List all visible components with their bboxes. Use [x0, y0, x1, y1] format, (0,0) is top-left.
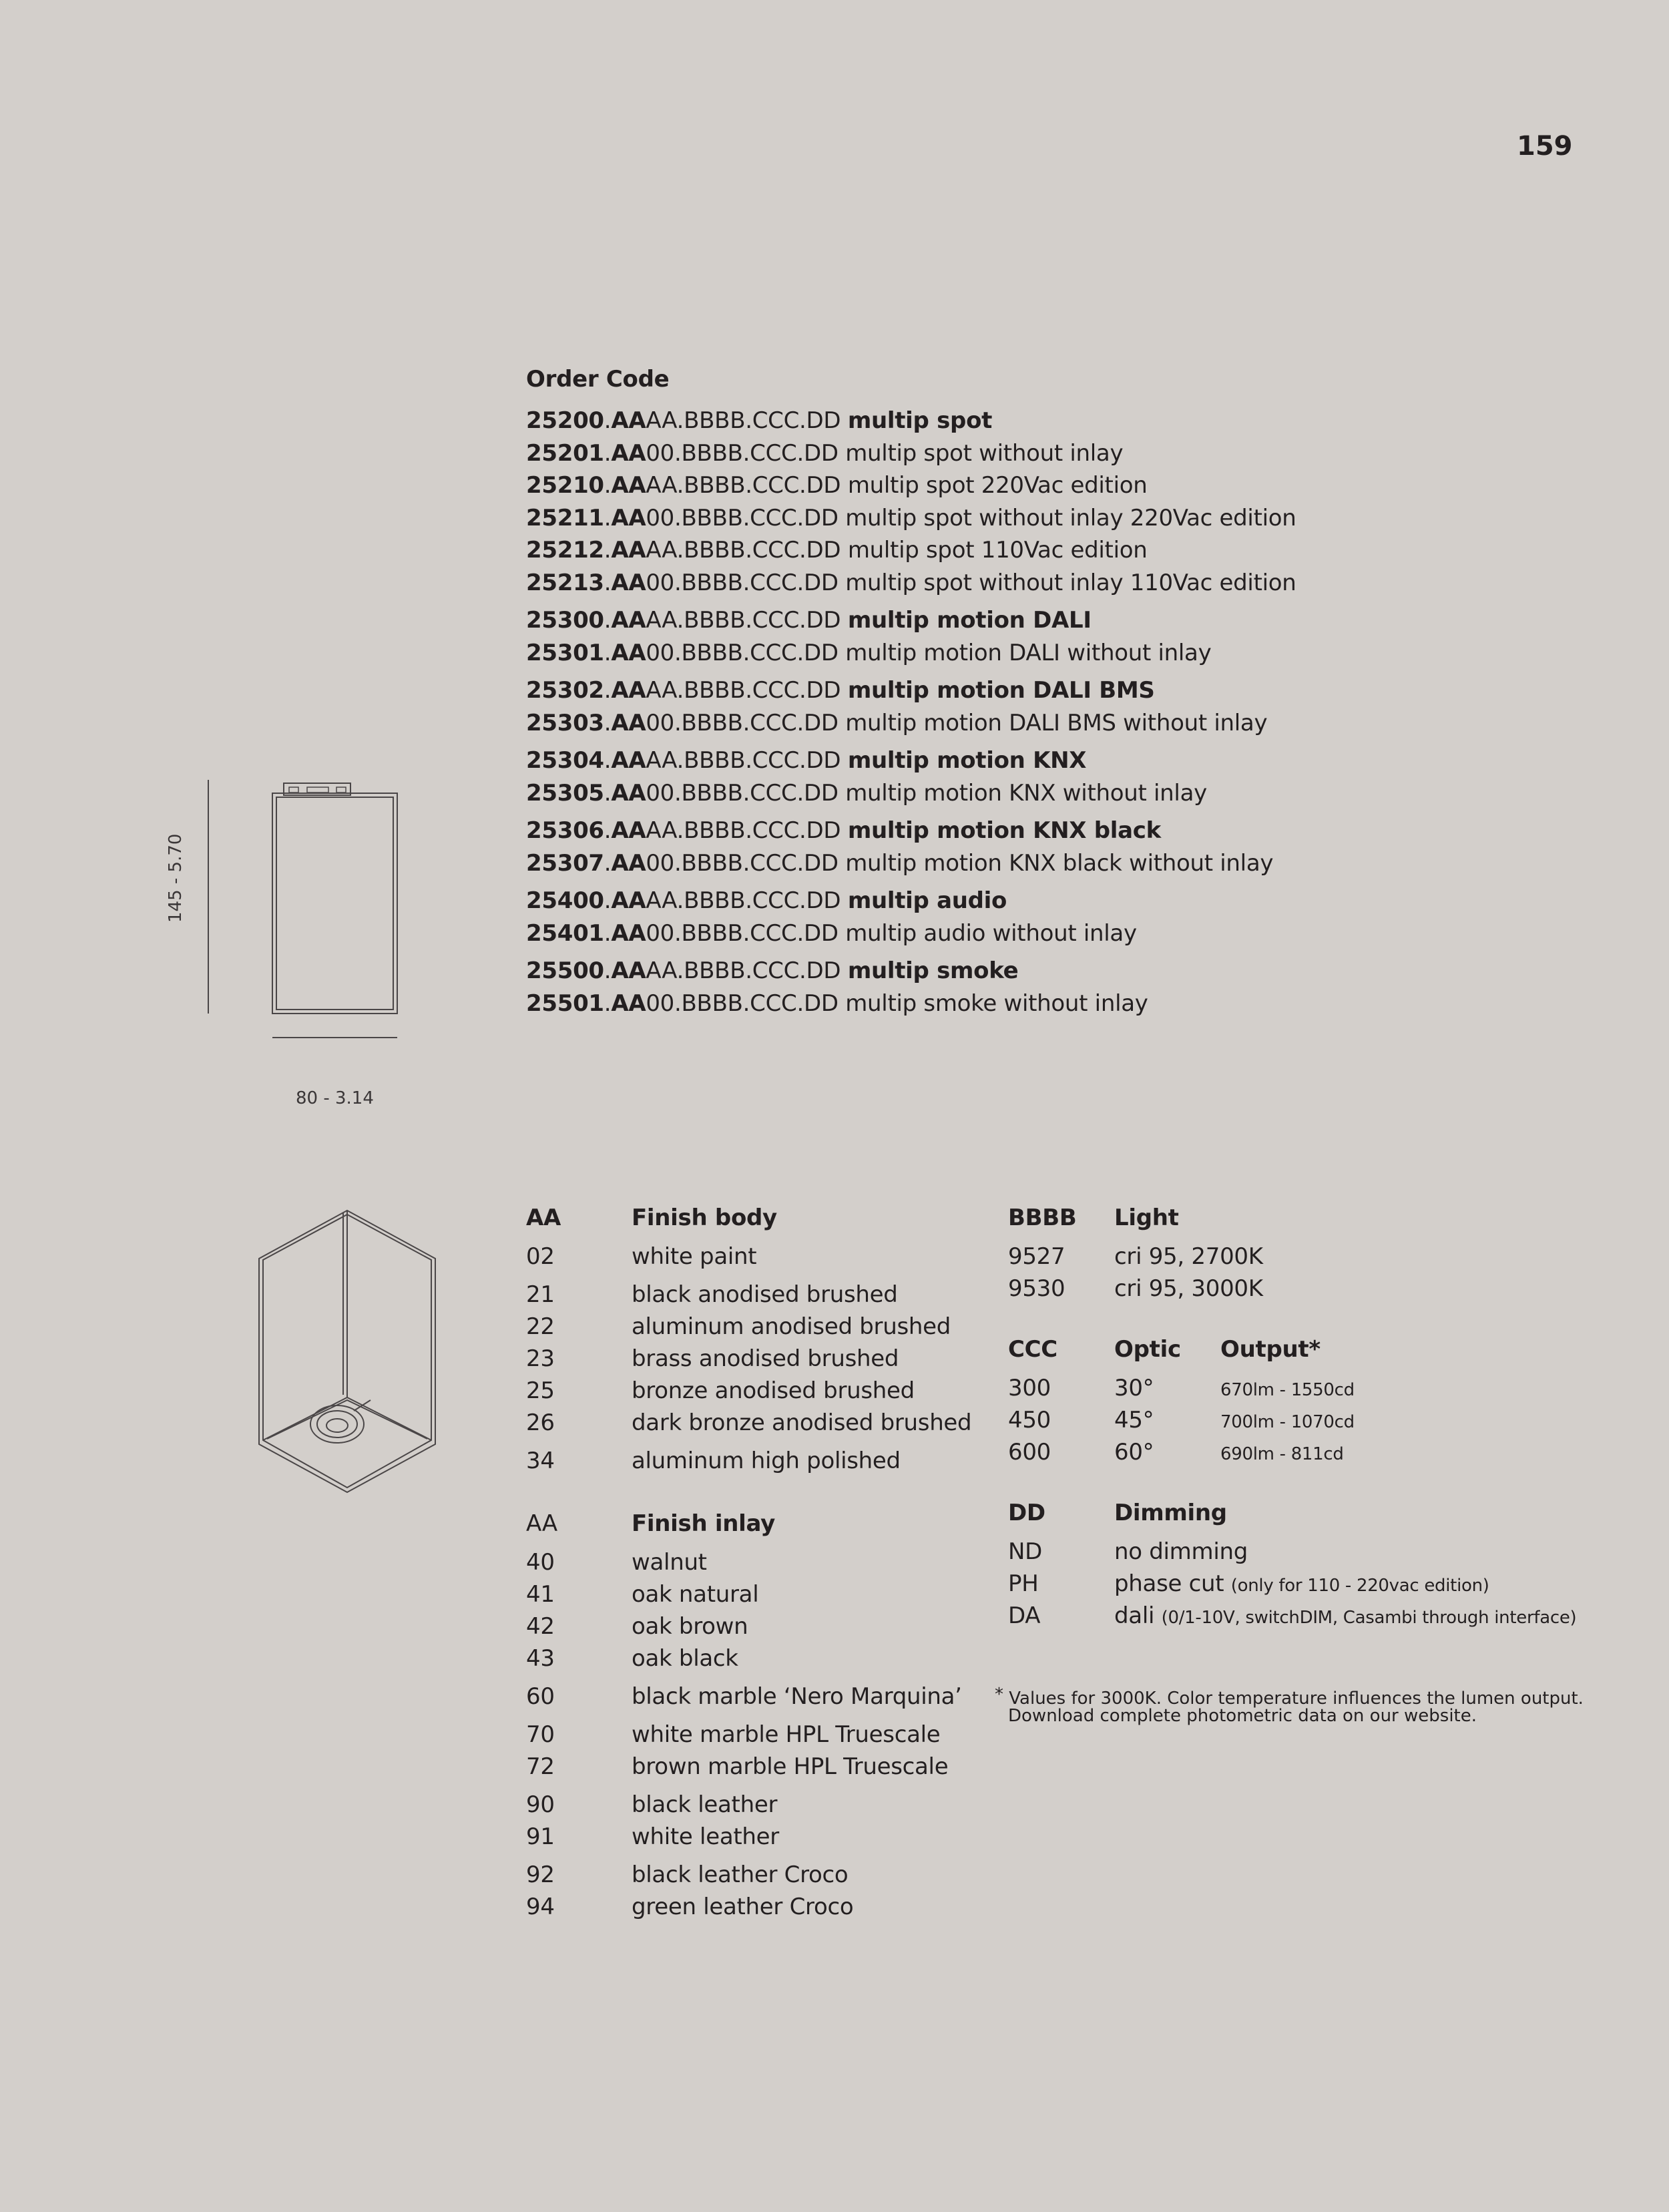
finish-inlay-code: 70	[526, 1721, 555, 1748]
order-code-separator: .	[604, 439, 612, 467]
finish-inlay-row	[526, 1751, 962, 1783]
dimming-title: Dimming	[1114, 1500, 1227, 1526]
order-code-separator: .	[604, 747, 612, 774]
order-code-number: 25300	[526, 607, 604, 634]
finish-body-code: 26	[526, 1409, 555, 1436]
order-code-separator: .	[604, 639, 612, 666]
finish-inlay-label: black leather Croco	[632, 1861, 849, 1888]
dimming-label: dali	[1114, 1602, 1162, 1629]
finish-inlay-row	[526, 1642, 962, 1675]
dimming-code: PH	[1008, 1570, 1039, 1597]
order-code-finish: AA	[611, 504, 646, 531]
order-code-separator: .	[604, 779, 612, 807]
finish-body-label: dark bronze anodised brushed	[632, 1409, 972, 1436]
finish-body-code: 23	[526, 1345, 555, 1372]
finish-body-code-header: AA	[526, 1204, 561, 1231]
finish-inlay-row	[526, 1578, 962, 1610]
order-code-separator: .	[604, 817, 612, 844]
light-code-header: BBBB	[1008, 1204, 1077, 1231]
finish-body-label: bronze anodised brushed	[632, 1377, 915, 1404]
order-code-description: multip audio without inlay	[845, 919, 1137, 947]
finish-inlay-row	[526, 1546, 962, 1578]
dimming-label: phase cut	[1114, 1570, 1231, 1597]
front-elevation-drawing	[167, 768, 421, 1048]
order-code-suffix: 00.BBBB.CCC.DD	[646, 849, 846, 877]
optic-code: 300	[1008, 1375, 1051, 1401]
light-code: 9530	[1008, 1275, 1065, 1302]
order-code-description: multip motion DALI	[847, 607, 1092, 634]
light-row	[1008, 1241, 1263, 1273]
order-code-description: multip spot without inlay	[845, 439, 1124, 467]
output-title: Output*	[1220, 1336, 1321, 1363]
finish-inlay-row	[526, 1719, 962, 1751]
order-code-finish: AA	[611, 989, 646, 1017]
order-code-row	[526, 987, 1296, 1020]
order-code-finish: AA	[611, 957, 646, 984]
order-code-suffix: AA.BBBB.CCC.DD	[646, 677, 848, 704]
optic-code-header: CCC	[1008, 1336, 1057, 1363]
order-code-separator: .	[604, 569, 612, 596]
finish-inlay-code: 90	[526, 1791, 555, 1818]
finish-inlay-code: 60	[526, 1683, 555, 1710]
dimming-row	[1008, 1536, 1576, 1568]
order-code-list	[526, 405, 1296, 1020]
finish-body-row	[526, 1279, 971, 1311]
order-code-number: 25306	[526, 817, 604, 844]
finish-body-label: white paint	[632, 1243, 757, 1270]
optic-angle: 60°	[1114, 1439, 1154, 1466]
footnote-line1: Values for 3000K. Color temperature influences the lumen output.	[1009, 1689, 1584, 1709]
finish-body-code: 02	[526, 1243, 555, 1270]
footnote-line2: Download complete photometric data on our website.	[1008, 1706, 1477, 1726]
order-code-description: multip audio	[847, 887, 1007, 914]
finish-inlay-row	[526, 1610, 962, 1642]
order-code-finish: AA	[611, 607, 646, 634]
order-code-suffix: AA.BBBB.CCC.DD	[646, 537, 848, 564]
dimming-row	[1008, 1568, 1576, 1600]
order-code-suffix: AA.BBBB.CCC.DD	[646, 607, 848, 634]
order-code-finish: AA	[611, 677, 646, 704]
height-label: 145 - 5.70	[166, 833, 186, 923]
order-code-separator: .	[604, 957, 612, 984]
body-outline	[272, 793, 397, 1014]
order-code-number: 25500	[526, 957, 604, 984]
dimming-label: no dimming	[1114, 1538, 1248, 1565]
order-code-finish: AA	[611, 919, 646, 947]
order-code-suffix: 00.BBBB.CCC.DD	[646, 569, 846, 596]
order-code-separator: .	[604, 607, 612, 634]
optic-output: 690lm - 811cd	[1220, 1444, 1344, 1464]
order-code-row	[526, 955, 1296, 987]
finish-inlay-row	[526, 1789, 962, 1821]
finish-body-code: 21	[526, 1281, 555, 1308]
order-code-row	[526, 885, 1296, 917]
dimming-code: DA	[1008, 1602, 1041, 1629]
dimming-table	[1008, 1497, 1576, 1632]
order-code-suffix: 00.BBBB.CCC.DD	[646, 989, 846, 1017]
finish-inlay-code: 42	[526, 1613, 555, 1640]
optic-angle: 30°	[1114, 1375, 1154, 1401]
order-code-separator: .	[604, 472, 612, 499]
order-code-row	[526, 917, 1296, 950]
light-row	[1008, 1273, 1263, 1305]
order-code-number: 25305	[526, 779, 604, 807]
order-code-number: 25200	[526, 407, 604, 434]
order-code-number: 25304	[526, 747, 604, 774]
finish-inlay-label: white leather	[632, 1823, 779, 1850]
finish-body-table	[526, 1202, 971, 1477]
order-code-row	[526, 744, 1296, 777]
finish-inlay-code: 43	[526, 1645, 555, 1672]
order-code-separator: .	[604, 537, 612, 564]
order-code-finish: AA	[611, 849, 646, 877]
optic-row	[1008, 1404, 1355, 1436]
order-code-row	[526, 815, 1296, 847]
optic-output: 670lm - 1550cd	[1220, 1380, 1355, 1400]
optic-code: 600	[1008, 1439, 1051, 1466]
optic-row	[1008, 1372, 1355, 1404]
order-code-row	[526, 604, 1296, 637]
order-code-number: 25302	[526, 677, 604, 704]
finish-body-row	[526, 1343, 971, 1375]
optic-table	[1008, 1333, 1355, 1468]
order-code-description: multip spot	[847, 407, 993, 434]
finish-inlay-code: 40	[526, 1549, 555, 1576]
finish-body-label: aluminum anodised brushed	[632, 1313, 951, 1340]
finish-body-label: aluminum high polished	[632, 1448, 901, 1474]
order-code-finish: AA	[611, 887, 646, 914]
dimming-row	[1008, 1600, 1576, 1632]
order-code-finish: AA	[611, 817, 646, 844]
order-code-suffix: AA.BBBB.CCC.DD	[646, 747, 848, 774]
finish-inlay-code: 94	[526, 1894, 555, 1920]
dimming-code-header: DD	[1008, 1500, 1045, 1526]
order-code-row	[526, 567, 1296, 600]
finish-inlay-code-header: AA	[526, 1510, 557, 1537]
order-code-suffix: 00.BBBB.CCC.DD	[646, 779, 846, 807]
order-code-suffix: 00.BBBB.CCC.DD	[646, 639, 846, 666]
optic-title: Optic	[1114, 1336, 1181, 1363]
order-code-row	[526, 637, 1296, 670]
order-code-number: 25212	[526, 537, 604, 564]
order-code-finish: AA	[611, 537, 646, 564]
light-label: cri 95, 3000K	[1114, 1275, 1263, 1302]
finish-body-row	[526, 1445, 971, 1477]
order-code-separator: .	[604, 504, 612, 531]
footnote-mark: *	[995, 1685, 1003, 1705]
order-code-number: 25211	[526, 504, 604, 531]
optic-angle: 45°	[1114, 1407, 1154, 1433]
order-code-row	[526, 674, 1296, 707]
light-title: Light	[1114, 1204, 1179, 1231]
order-code-finish: AA	[611, 439, 646, 467]
finish-inlay-label: white marble HPL Truescale	[632, 1721, 941, 1748]
order-code-row	[526, 437, 1296, 470]
order-code-description: multip motion KNX	[847, 747, 1087, 774]
order-code-suffix: AA.BBBB.CCC.DD	[646, 472, 848, 499]
finish-inlay-label: oak natural	[632, 1581, 759, 1608]
order-code-number: 25501	[526, 989, 604, 1017]
finish-body-code: 22	[526, 1313, 555, 1340]
order-code-description: multip spot without inlay 220Vac edition	[845, 504, 1296, 531]
finish-inlay-label: brown marble HPL Truescale	[632, 1753, 949, 1780]
order-code-row	[526, 405, 1296, 437]
finish-inlay-code: 72	[526, 1753, 555, 1780]
finish-inlay-label: oak brown	[632, 1613, 748, 1640]
order-code-finish: AA	[611, 779, 646, 807]
finish-inlay-label: oak black	[632, 1645, 738, 1672]
finish-inlay-row	[526, 1859, 962, 1891]
order-code-separator: .	[604, 887, 612, 914]
isometric-drawing	[254, 1205, 441, 1499]
order-code-row	[526, 707, 1296, 740]
order-code-suffix: AA.BBBB.CCC.DD	[646, 957, 848, 984]
order-code-description: multip motion KNX black	[847, 817, 1161, 844]
light-code: 9527	[1008, 1243, 1065, 1270]
finish-inlay-label: walnut	[632, 1549, 707, 1576]
finish-inlay-row	[526, 1821, 962, 1853]
order-code-description: multip smoke	[847, 957, 1019, 984]
order-code-separator: .	[604, 677, 612, 704]
finish-inlay-row	[526, 1681, 962, 1713]
order-code-suffix: AA.BBBB.CCC.DD	[646, 817, 848, 844]
order-code-number: 25210	[526, 472, 604, 499]
order-code-suffix: AA.BBBB.CCC.DD	[646, 407, 848, 434]
order-code-number: 25307	[526, 849, 604, 877]
optic-row	[1008, 1436, 1355, 1468]
order-code-number: 25301	[526, 639, 604, 666]
order-code-description: multip motion DALI without inlay	[845, 639, 1212, 666]
order-code-section	[526, 366, 1296, 1020]
finish-inlay-row	[526, 1891, 962, 1923]
order-code-description: multip motion KNX without inlay	[845, 779, 1207, 807]
finish-body-label: black anodised brushed	[632, 1281, 898, 1308]
finish-body-row	[526, 1241, 971, 1273]
order-code-row	[526, 534, 1296, 567]
order-code-suffix: 00.BBBB.CCC.DD	[646, 919, 846, 947]
page-number: 159	[1517, 131, 1573, 162]
order-code-row	[526, 847, 1296, 880]
order-code-separator: .	[604, 989, 612, 1017]
optic-code: 450	[1008, 1407, 1051, 1433]
order-code-separator: .	[604, 849, 612, 877]
finish-body-code: 25	[526, 1377, 555, 1404]
dimming-note: (0/1-10V, switchDIM, Casambi through interface)	[1161, 1608, 1577, 1628]
order-code-description: multip spot 220Vac edition	[847, 472, 1148, 499]
order-code-description: multip motion KNX black without inlay	[845, 849, 1274, 877]
order-code-number: 25400	[526, 887, 604, 914]
dimming-note: (only for 110 - 220vac edition)	[1230, 1576, 1489, 1596]
order-code-description: multip smoke without inlay	[845, 989, 1148, 1017]
order-code-row	[526, 469, 1296, 502]
finish-body-row	[526, 1407, 971, 1439]
order-code-separator: .	[604, 407, 612, 434]
finish-body-row	[526, 1375, 971, 1407]
finish-inlay-code: 41	[526, 1581, 555, 1608]
finish-inlay-code: 91	[526, 1823, 555, 1850]
order-code-row	[526, 502, 1296, 535]
order-code-description: multip spot without inlay 110Vac edition	[845, 569, 1296, 596]
finish-body-label: brass anodised brushed	[632, 1345, 899, 1372]
order-code-finish: AA	[611, 569, 646, 596]
order-code-finish: AA	[611, 747, 646, 774]
light-label: cri 95, 2700K	[1114, 1243, 1263, 1270]
order-code-number: 25201	[526, 439, 604, 467]
order-code-number: 25213	[526, 569, 604, 596]
body-inner	[276, 797, 393, 1010]
finish-inlay-label: black leather	[632, 1791, 778, 1818]
finish-body-title: Finish body	[632, 1204, 777, 1231]
light-table	[1008, 1202, 1263, 1305]
order-code-suffix: 00.BBBB.CCC.DD	[646, 709, 846, 736]
order-code-suffix: 00.BBBB.CCC.DD	[646, 504, 846, 531]
order-code-title: Order Code	[526, 366, 670, 393]
finish-body-row	[526, 1311, 971, 1343]
optic-output: 700lm - 1070cd	[1220, 1412, 1355, 1432]
dimming-code: ND	[1008, 1538, 1043, 1565]
order-code-suffix: AA.BBBB.CCC.DD	[646, 887, 848, 914]
order-code-finish: AA	[611, 639, 646, 666]
finish-inlay-label: black marble ‘Nero Marquina’	[632, 1683, 962, 1710]
order-code-suffix: 00.BBBB.CCC.DD	[646, 439, 846, 467]
order-code-separator: .	[604, 919, 612, 947]
finish-inlay-table	[526, 1508, 962, 1923]
finish-inlay-label: green leather Croco	[632, 1894, 854, 1920]
order-code-finish: AA	[611, 709, 646, 736]
order-code-description: multip motion DALI BMS	[847, 677, 1155, 704]
finish-inlay-title: Finish inlay	[632, 1510, 775, 1537]
order-code-finish: AA	[611, 472, 646, 499]
order-code-finish: AA	[611, 407, 646, 434]
width-label: 80 - 3.14	[296, 1088, 374, 1108]
order-code-number: 25303	[526, 709, 604, 736]
order-code-row	[526, 777, 1296, 810]
order-code-description: multip spot 110Vac edition	[847, 537, 1148, 564]
order-code-separator: .	[604, 709, 612, 736]
order-code-number: 25401	[526, 919, 604, 947]
finish-inlay-code: 92	[526, 1861, 555, 1888]
order-code-description: multip motion DALI BMS without inlay	[845, 709, 1268, 736]
finish-body-code: 34	[526, 1448, 555, 1474]
